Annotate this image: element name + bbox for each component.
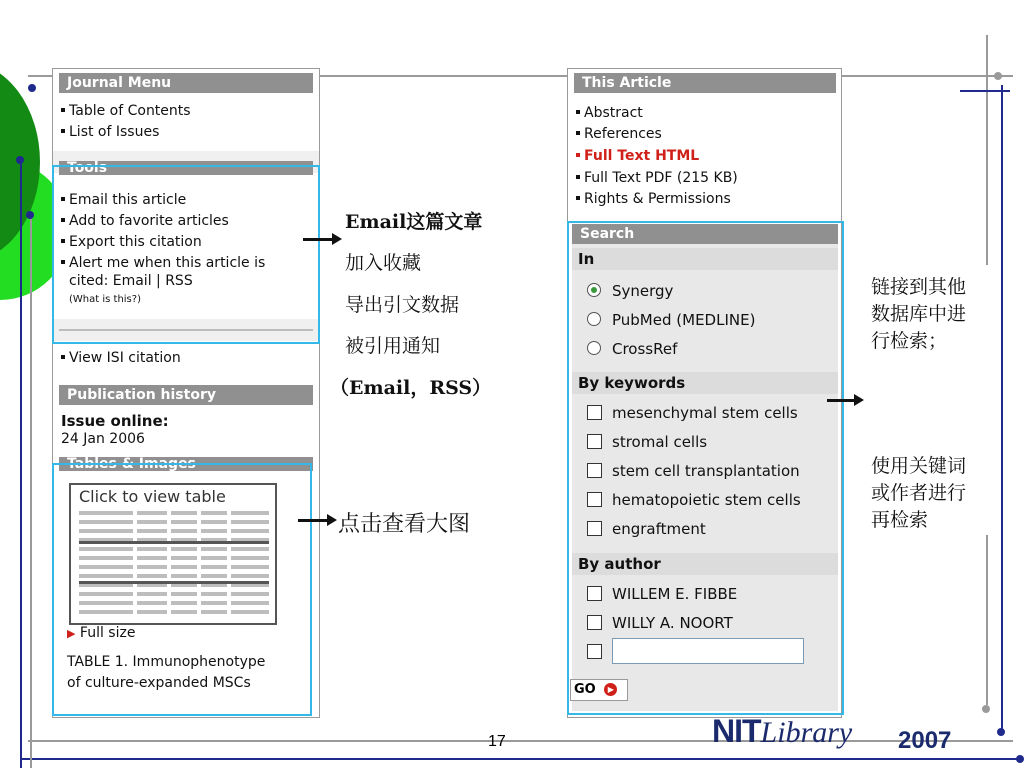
annotation-keyword-line3: 再检索 xyxy=(871,509,929,531)
arrow-tables xyxy=(298,519,328,522)
decor-line-left xyxy=(20,160,22,768)
decor-line-top-2 xyxy=(960,90,1010,92)
page-number: 17 xyxy=(488,733,506,750)
decor-dot xyxy=(16,156,24,164)
in-label: In xyxy=(572,248,838,270)
logo-library: Library xyxy=(760,716,853,749)
publication-history-header: Publication history xyxy=(59,385,313,405)
tools-header: Tools xyxy=(59,161,313,175)
author-label: WILLY A. NOORT xyxy=(612,614,733,632)
annotation-link-db-line1: 链接到其他 xyxy=(871,276,967,298)
annotation-link-db-line3: 行检索； xyxy=(871,330,948,352)
decor-dot xyxy=(997,728,1005,736)
annotation-keyword-line1: 使用关键词 xyxy=(871,455,967,477)
full-size-link[interactable]: ▶ Full size xyxy=(67,625,136,641)
tools-item-alert[interactable]: Alert me when this article is xyxy=(61,254,265,272)
logo-year: 2007 xyxy=(898,727,952,754)
annotation-cited-types: （Email，RSS） xyxy=(330,377,492,399)
keyword-label: hematopoietic stem cells xyxy=(612,491,801,509)
search-header: Search xyxy=(572,224,838,244)
journal-menu-header: Journal Menu xyxy=(59,73,313,93)
tools-item-email[interactable]: Email this article xyxy=(61,191,186,209)
annotation-favorite: 加入收藏 xyxy=(345,252,422,274)
decor-line-left-2 xyxy=(30,215,32,768)
radio-crossref-label: CrossRef xyxy=(612,340,678,358)
arrow-tools xyxy=(303,238,333,241)
go-button[interactable]: GO ▶ xyxy=(570,679,628,701)
tables-highlight-box xyxy=(52,463,312,716)
decor-dot xyxy=(28,84,36,92)
decor-dot xyxy=(982,705,990,713)
logo-nit: NIT xyxy=(712,713,761,749)
radio-synergy-label: Synergy xyxy=(612,282,674,300)
article-item-abstract[interactable]: Abstract xyxy=(576,104,643,122)
tools-highlight-box xyxy=(52,165,320,344)
article-item-references[interactable]: References xyxy=(576,125,662,143)
arrow-search xyxy=(827,399,855,402)
search-highlight-box xyxy=(567,221,844,715)
issue-online-date: 24 Jan 2006 xyxy=(61,431,145,447)
decor-dot xyxy=(1016,755,1024,763)
tables-images-header: Tables & Images xyxy=(59,457,313,471)
annotation-link-db-line2: 数据库中进 xyxy=(871,303,967,325)
journal-menu-item-issues[interactable]: List of Issues xyxy=(61,123,159,141)
article-item-rights[interactable]: Rights & Permissions xyxy=(576,190,731,208)
decor-dot xyxy=(994,72,1002,80)
decor-dot xyxy=(26,211,34,219)
decor-line-bottom-2 xyxy=(20,758,1020,760)
go-arrow-icon: ▶ xyxy=(604,683,617,696)
this-article-header: This Article xyxy=(574,73,836,93)
issue-online-label: Issue online: xyxy=(61,412,169,430)
table-caption-line1: TABLE 1. Immunophenotype xyxy=(67,654,266,670)
annotation-cited: 被引用通知 xyxy=(345,335,441,357)
by-author-label: By author xyxy=(572,553,838,575)
play-triangle-icon: ▶ xyxy=(67,627,76,640)
journal-menu-item-toc[interactable]: Table of Contents xyxy=(61,102,191,120)
decor-line-right-2 xyxy=(1001,85,1003,730)
decor-line-right xyxy=(986,35,988,265)
view-isi-citation-link[interactable]: View ISI citation xyxy=(61,349,181,367)
annotation-keyword-line2: 或作者进行 xyxy=(871,482,967,504)
radio-pubmed-label: PubMed (MEDLINE) xyxy=(612,311,756,329)
keyword-label: stem cell transplantation xyxy=(612,462,800,480)
decor-line-right-lower xyxy=(986,535,988,705)
what-is-this-link[interactable]: (What is this?) xyxy=(69,294,141,305)
annotation-view-large: 点击查看大图 xyxy=(338,512,471,537)
annotation-export: 导出引文数据 xyxy=(345,294,460,316)
keyword-label: mesenchymal stem cells xyxy=(612,404,798,422)
article-item-full-text-pdf[interactable]: Full Text PDF (215 KB) xyxy=(576,169,738,187)
tools-item-export[interactable]: Export this citation xyxy=(61,233,202,251)
tools-item-alert-line2[interactable]: cited: Email | RSS xyxy=(69,273,193,289)
keyword-label: stromal cells xyxy=(612,433,708,451)
click-to-view-table-label: Click to view table xyxy=(79,487,226,506)
by-keywords-label: By keywords xyxy=(572,372,838,394)
author-label: WILLEM E. FIBBE xyxy=(612,585,738,603)
nit-library-logo xyxy=(712,713,992,757)
table-caption-line2: of culture-expanded MSCs xyxy=(67,675,251,691)
article-item-full-text-html[interactable]: Full Text HTML xyxy=(576,147,699,165)
annotation-email: Email这篇文章 xyxy=(345,211,483,233)
tools-item-favorite[interactable]: Add to favorite articles xyxy=(61,212,229,230)
keyword-label: engraftment xyxy=(612,520,706,538)
